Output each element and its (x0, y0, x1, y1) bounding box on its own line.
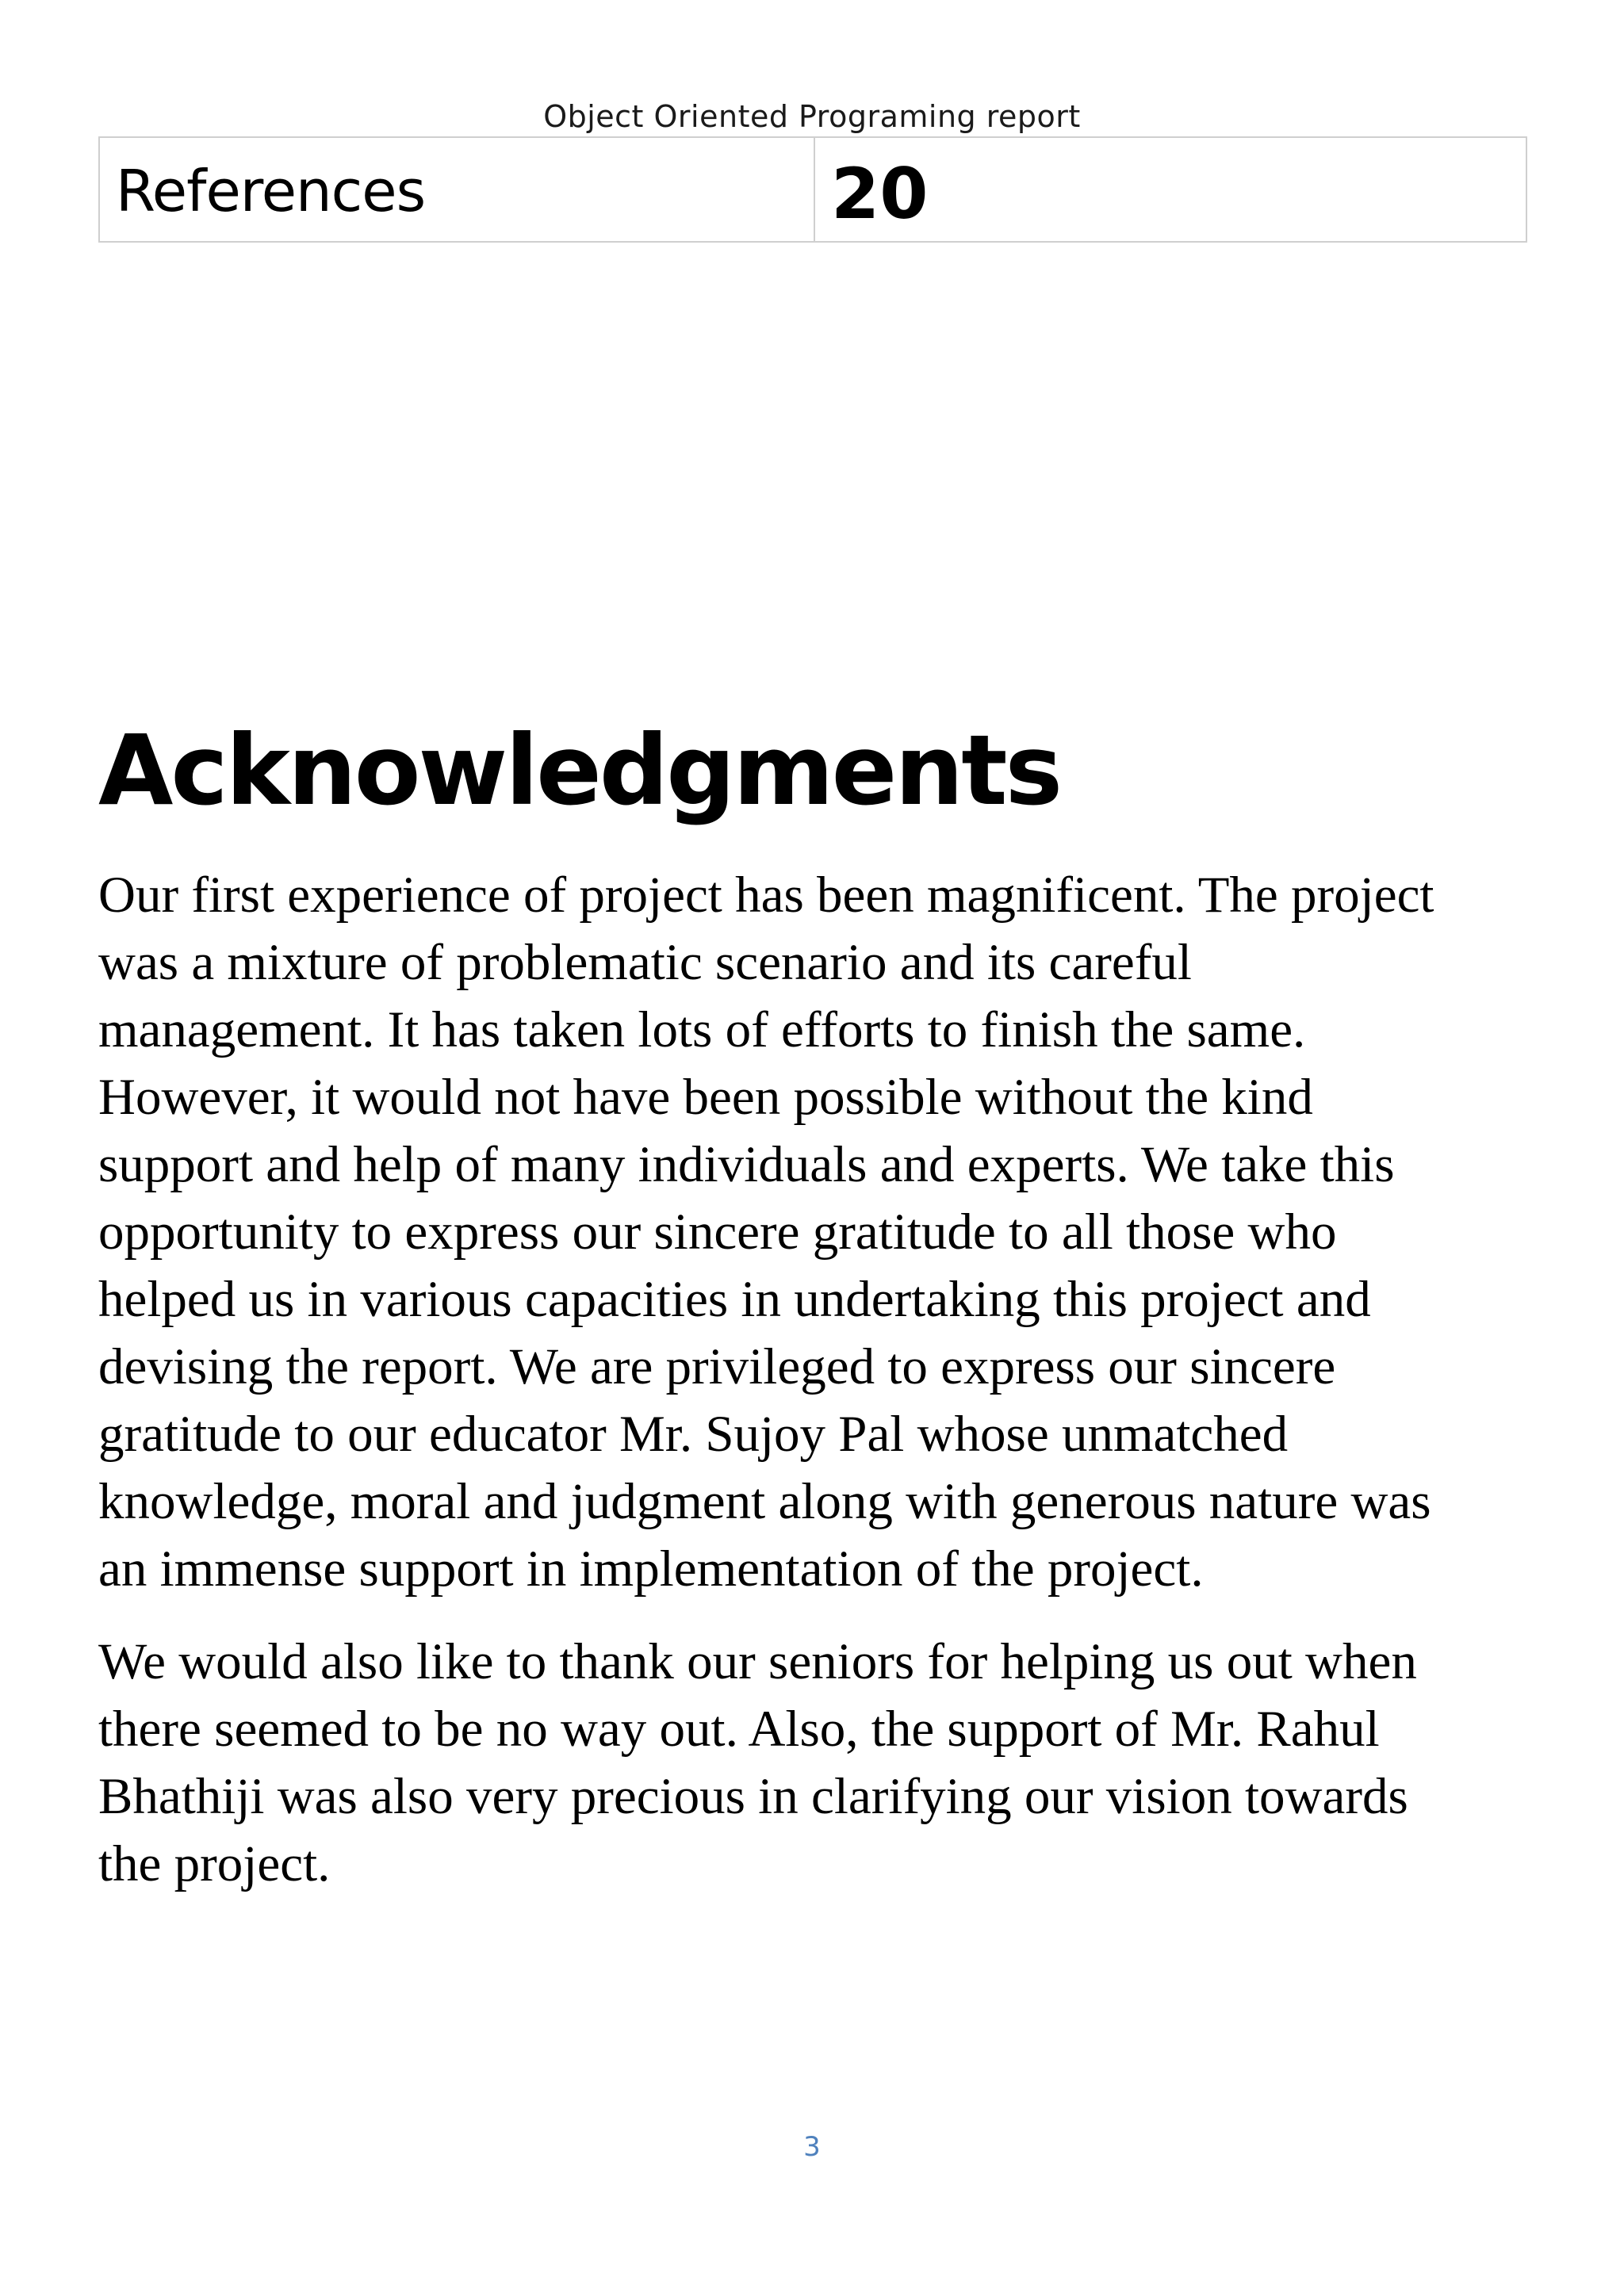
table-row (99, 137, 1526, 242)
toc-entry-page-number: 20 (831, 153, 929, 235)
toc-page-cell (814, 137, 1526, 242)
section-heading: Acknowledgments (98, 714, 1061, 827)
body-paragraph-2: We would also like to thank our seniors for helping us out when there seemed to be no way out. Also, the support of Mr. Rahul Bhathiji was also very precious in clarifying our vision towards the project. (98, 1633, 1417, 1892)
page-number: 3 (803, 2131, 821, 2163)
toc-title-cell (99, 137, 814, 242)
toc-entry-title: References (116, 158, 426, 224)
table-of-contents-row (98, 136, 1527, 243)
body-paragraph-1: Our first experience of project has been magnificent. The project was a mixture of problematic scenario and its careful management. It has taken lots of efforts to finish the same. However, it would not have been possible without the kind support and help of many individuals and experts. We take this opportunity to express our sincere gratitude to all those who helped us in various capacities in undertaking this project and devising the report. We are privileged to express our sincere gratitude to our educator Mr. Sujoy Pal whose unmatched knowledge, moral and judgment along with generous nature was an immense support in implementation of the project. (98, 867, 1434, 1598)
running-header: Object Oriented Programing report (543, 99, 1081, 134)
